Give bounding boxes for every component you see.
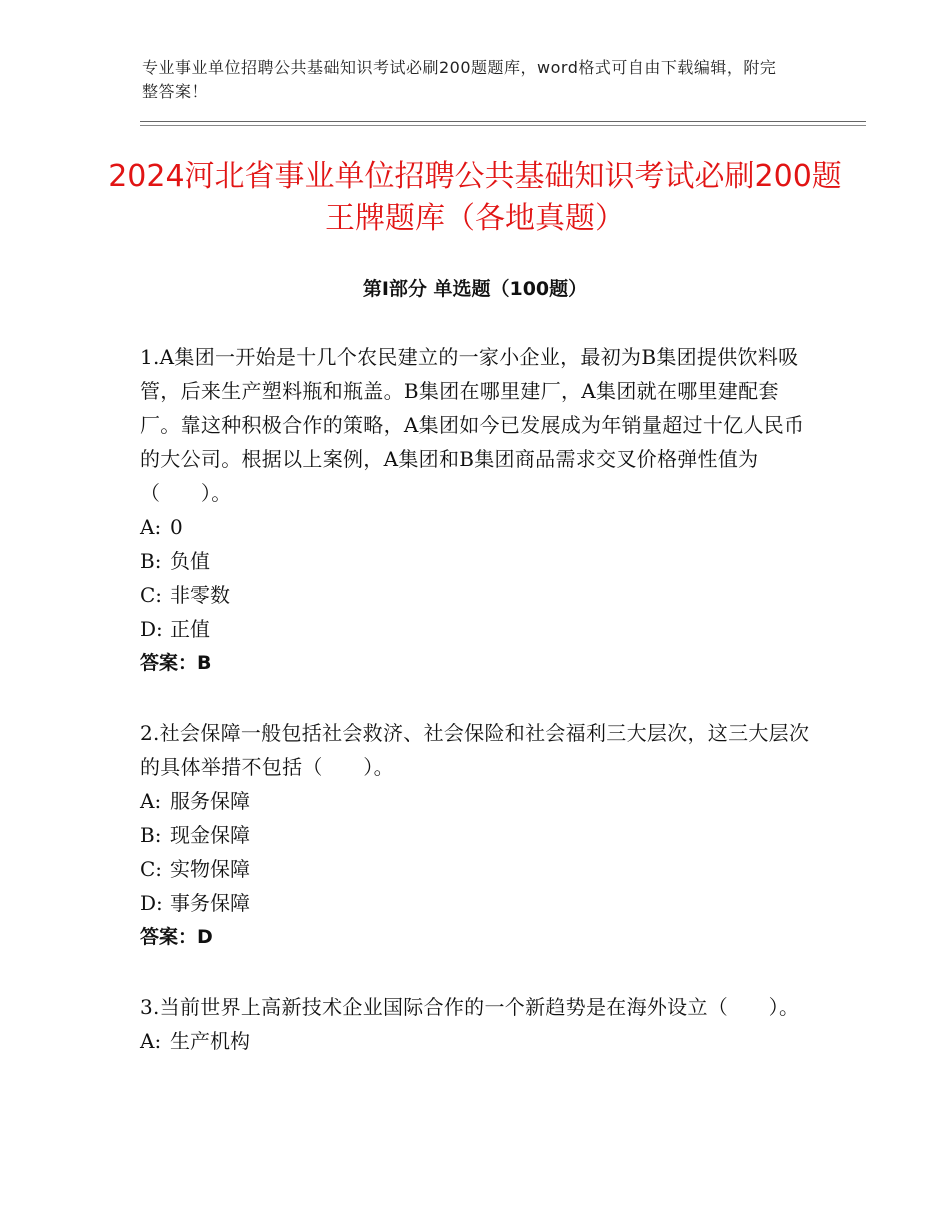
question-stem: 1.A集团一开始是十几个农民建立的一家小企业，最初为B集团提供饮料吸管，后来生产塑料瓶和瓶盖。B集团在哪里建厂，A集团就在哪里建配套厂。靠这种积极合作的策略，A集团如今已发展成为年销量超过十亿人民币的大公司。根据以上案例，A集团和B集团商品需求交叉价格弹性值为（ ）。 (140, 345, 805, 505)
option-d (140, 886, 812, 920)
option-key: B: (140, 823, 162, 847)
option-key: A: (140, 1029, 162, 1053)
option-d (140, 612, 812, 646)
option-text: 正值 (170, 617, 210, 641)
option-a (140, 510, 812, 544)
option-key: D: (140, 891, 163, 915)
option-text: 生产机构 (170, 1029, 250, 1053)
option-key: C: (140, 857, 163, 881)
question-3 (140, 990, 812, 1058)
question-stem: 2.社会保障一般包括社会救济、社会保险和社会福利三大层次，这三大层次的具体举措不包括（ ）。 (140, 721, 810, 779)
header-divider-secondary (140, 125, 866, 126)
option-key: D: (140, 617, 163, 641)
option-b (140, 818, 812, 852)
option-key: C: (140, 583, 163, 607)
option-text: 服务保障 (170, 789, 250, 813)
option-text: 0 (170, 515, 183, 539)
option-a (140, 784, 812, 818)
option-b (140, 544, 812, 578)
question-1 (140, 340, 812, 680)
option-key: B: (140, 549, 162, 573)
answer-line: 答案：B (140, 652, 212, 674)
answer-line: 答案：D (140, 926, 213, 948)
header-divider (140, 121, 866, 122)
option-text: 非零数 (170, 583, 230, 607)
option-text: 事务保障 (170, 891, 250, 915)
option-text: 负值 (170, 549, 210, 573)
question-2 (140, 716, 812, 954)
document-title: 2024河北省事业单位招聘公共基础知识考试必刷200题王牌题库（各地真题） (108, 159, 842, 236)
question-list (140, 340, 812, 1094)
option-c (140, 578, 812, 612)
option-key: A: (140, 789, 162, 813)
question-stem: 3.当前世界上高新技术企业国际合作的一个新趋势是在海外设立（ ）。 (140, 995, 800, 1019)
option-key: A: (140, 515, 162, 539)
option-a (140, 1024, 812, 1058)
option-text: 实物保障 (170, 857, 250, 881)
option-text: 现金保障 (170, 823, 250, 847)
section-title: 第Ⅰ部分 单选题（100题） (362, 278, 588, 300)
header-note: 专业事业单位招聘公共基础知识考试必刷200题题库，word格式可自由下载编辑，附完整答案！ (142, 58, 777, 101)
option-c (140, 852, 812, 886)
